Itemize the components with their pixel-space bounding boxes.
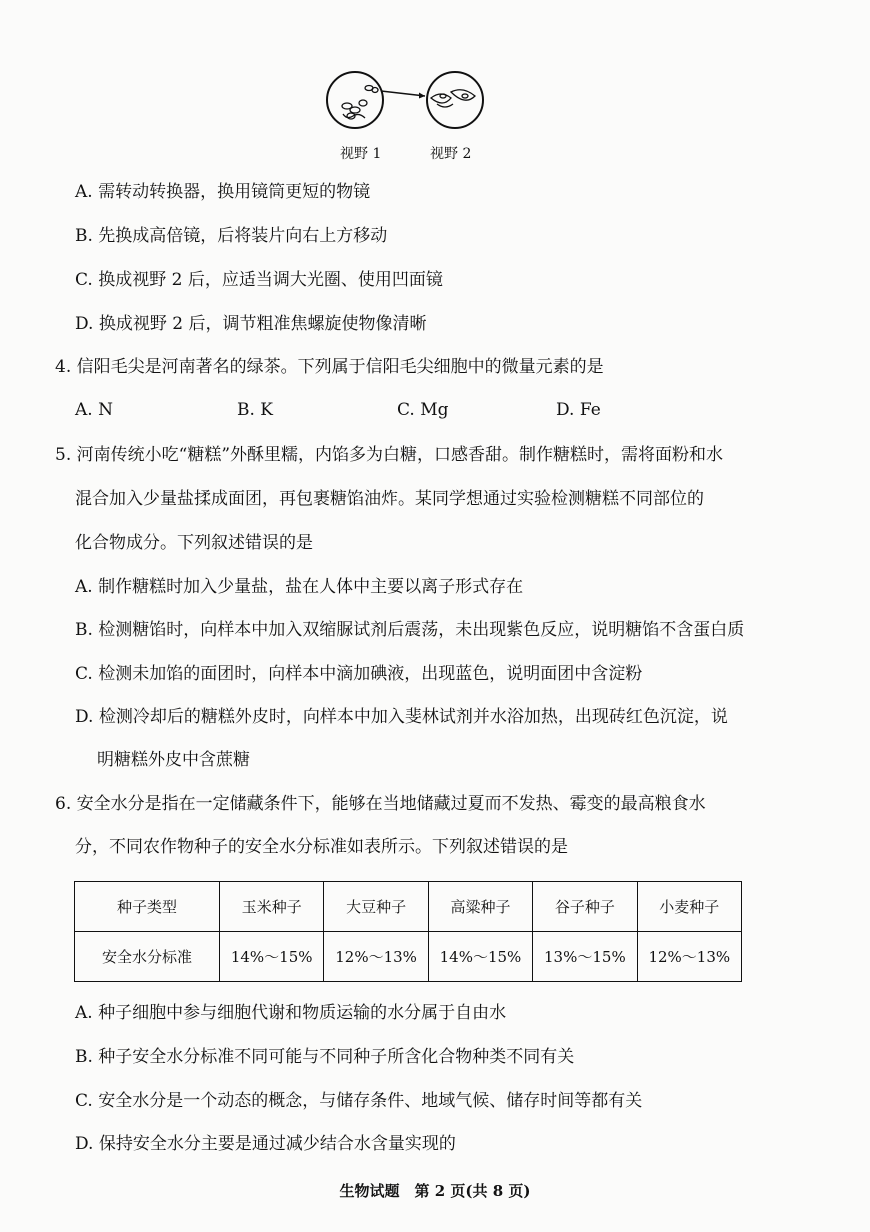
field-arrow [381, 91, 425, 96]
q3-option-d: D. 换成视野 2 后，调节粗准焦螺旋使物像清晰 [75, 314, 427, 334]
q4-option-d: D. Fe [556, 400, 601, 420]
figure-caption-field-2: 视野 2 [430, 146, 472, 162]
q6-stem-line-1: 6. 安全水分是指在一定储藏条件下，能够在当地储藏过夏而不发热、霉变的最高粮食水 [55, 794, 706, 814]
q5-stem-line-2: 混合加入少量盐揉成面团，再包裹糖馅油炸。某同学想通过实验检测糖糕不同部位的 [75, 489, 704, 509]
table-row [75, 932, 742, 982]
table-cell: 12%～13% [324, 932, 428, 982]
field-1-cells [342, 86, 378, 120]
table-cell: 13%～15% [533, 932, 637, 982]
q4-option-b: B. K [237, 400, 274, 420]
table-cell: 安全水分标准 [75, 932, 220, 982]
q5-option-c: C. 检测未加馅的面团时，向样本中滴加碘液，出现蓝色，说明面团中含淀粉 [75, 664, 643, 684]
q6-option-c: C. 安全水分是一个动态的概念，与储存条件、地域气候、储存时间等都有关 [75, 1091, 643, 1111]
q6-option-a: A. 种子细胞中参与细胞代谢和物质运输的水分属于自由水 [75, 1003, 507, 1023]
figure-caption-field-1: 视野 1 [340, 146, 382, 162]
q6-option-d: D. 保持安全水分主要是通过减少结合水含量实现的 [75, 1134, 456, 1154]
q4-option-c: C. Mg [397, 400, 449, 420]
field-1-circle [327, 72, 383, 128]
table-header-row [75, 882, 742, 932]
arrow-head [419, 93, 425, 99]
q3-option-c: C. 换成视野 2 后，应适当调大光圈、使用凹面镜 [75, 270, 443, 290]
table-cell: 12%～13% [637, 932, 741, 982]
table-header-cell: 谷子种子 [533, 882, 637, 932]
field-2-circle [427, 72, 483, 128]
q4-option-a: A. N [75, 400, 113, 420]
field-2-cells [431, 90, 475, 107]
q5-option-d-line-2: 明糖糕外皮中含蔗糖 [97, 750, 250, 770]
page-footer: 生物试题 第 2 页(共 8 页) [339, 1182, 531, 1200]
table-header-cell: 大豆种子 [324, 882, 428, 932]
table-cell: 14%～15% [220, 932, 324, 982]
q5-stem-line-3: 化合物成分。下列叙述错误的是 [75, 533, 313, 553]
q6-option-b: B. 种子安全水分标准不同可能与不同种子所含化合物种类不同有关 [75, 1047, 575, 1067]
q5-option-d-line-1: D. 检测冷却后的糖糕外皮时，向样本中加入斐林试剂并水浴加热，出现砖红色沉淀，说 [75, 707, 728, 727]
q5-option-b: B. 检测糖馅时，向样本中加入双缩脲试剂后震荡，未出现紫色反应，说明糖馅不含蛋白质 [75, 620, 745, 640]
q4-stem: 4. 信阳毛尖是河南著名的绿茶。下列属于信阳毛尖细胞中的微量元素的是 [55, 357, 604, 377]
q5-stem-line-1: 5. 河南传统小吃“糖糕”外酥里糯，内馅多为白糖，口感香甜。制作糖糕时，需将面粉和水 [55, 445, 724, 465]
safe-moisture-table [74, 881, 742, 982]
table-header-cell: 玉米种子 [220, 882, 324, 932]
q6-stem-line-2: 分，不同农作物种子的安全水分标准如表所示。下列叙述错误的是 [75, 837, 568, 857]
table-cell: 14%～15% [428, 932, 532, 982]
table-header-cell: 高粱种子 [428, 882, 532, 932]
q3-option-a: A. 需转动转换器，换用镜筒更短的物镜 [75, 182, 371, 202]
q5-option-a: A. 制作糖糕时加入少量盐，盐在人体中主要以离子形式存在 [75, 577, 524, 597]
table-header-cell: 种子类型 [75, 882, 220, 932]
q3-option-b: B. 先换成高倍镜，后将装片向右上方移动 [75, 226, 388, 246]
table-header-cell: 小麦种子 [637, 882, 741, 932]
